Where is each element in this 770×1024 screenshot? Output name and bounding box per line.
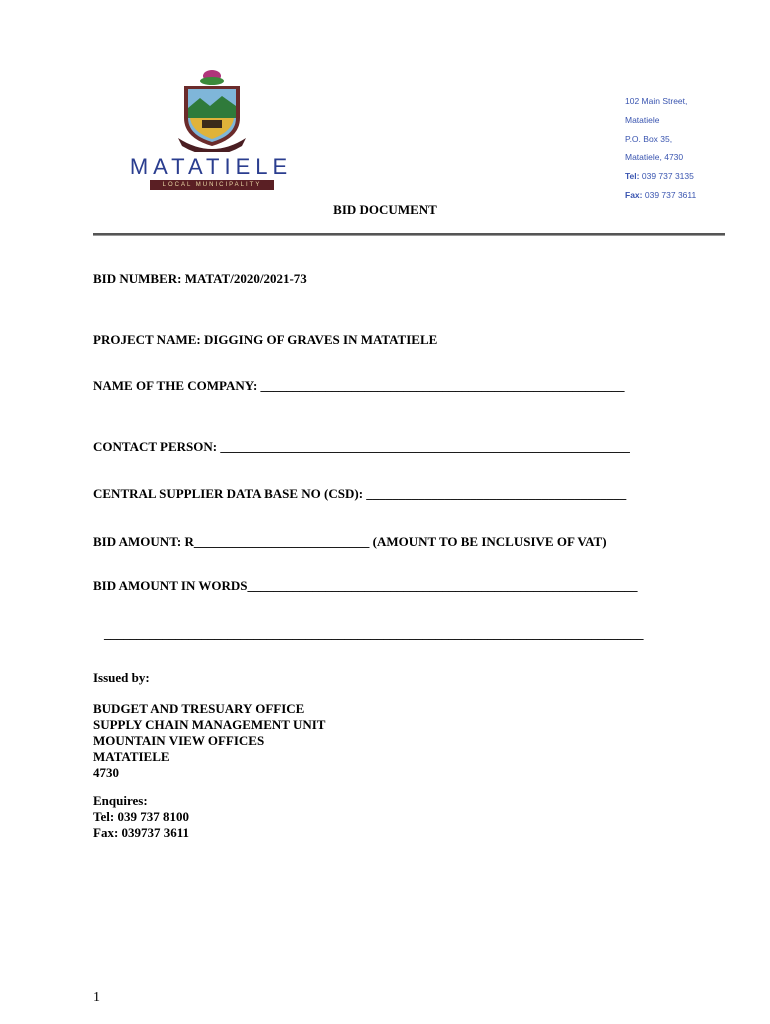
document-title: BID DOCUMENT	[333, 202, 437, 217]
issuer-line: SUPPLY CHAIN MANAGEMENT UNIT	[93, 717, 326, 732]
issuer-line: MATATIELE	[93, 749, 170, 764]
tel-label: Tel:	[625, 171, 640, 182]
logo-subtitle: LOCAL MUNICIPALITY	[150, 180, 274, 190]
enquiries-label: Enquires:	[93, 793, 148, 808]
issued-by-label: Issued by:	[93, 670, 150, 685]
bid-number: BID NUMBER: MATAT/2020/2021-73	[93, 271, 307, 286]
fax-label: Fax:	[625, 189, 643, 200]
issuer-line: MOUNTAIN VIEW OFFICES	[93, 733, 265, 748]
address-town: Matatiele	[625, 114, 660, 125]
crest-icon	[172, 68, 252, 152]
company-name-field[interactable]: NAME OF THE COMPANY: ________________________________________________________	[93, 378, 625, 393]
csd-number-field[interactable]: CENTRAL SUPPLIER DATA BASE NO (CSD): ________________________________________	[93, 486, 627, 501]
address-postal: Matatiele, 4730	[625, 152, 684, 163]
address-tel	[625, 167, 696, 186]
address-po-box: P.O. Box 35,	[625, 133, 673, 144]
bid-amount-field[interactable]: BID AMOUNT: R___________________________ (AMOUNT TO BE INCLUSIVE OF VAT)	[93, 534, 607, 549]
tel-value: 039 737 3135	[641, 171, 694, 182]
contact-person-field[interactable]: CONTACT PERSON: _______________________________________________________________	[93, 439, 630, 454]
bid-amount-words-field[interactable]: BID AMOUNT IN WORDS____________________________________________________________	[93, 578, 638, 593]
issuer-line: 4730	[93, 765, 119, 780]
page-number: 1	[93, 990, 100, 1005]
logo-wordmark: MATATIELE	[129, 154, 293, 179]
enquiries-tel: Tel: 039 737 8100	[93, 809, 189, 824]
issuer-line: BUDGET AND TRESUARY OFFICE	[93, 701, 305, 716]
address-block	[625, 92, 696, 205]
project-name: PROJECT NAME: DIGGING OF GRAVES IN MATATIELE	[93, 332, 438, 347]
enquiries-block	[93, 793, 189, 841]
header-divider	[93, 233, 725, 236]
municipality-logo	[118, 68, 304, 192]
issuer-block	[93, 701, 325, 781]
address-street: 102 Main Street,	[625, 96, 688, 106]
bid-amount-words-continuation[interactable]: ___________________________________________________________________________________	[104, 626, 644, 641]
fax-value: 039 737 3611	[644, 189, 697, 200]
enquiries-fax: Fax: 039737 3611	[93, 825, 190, 840]
